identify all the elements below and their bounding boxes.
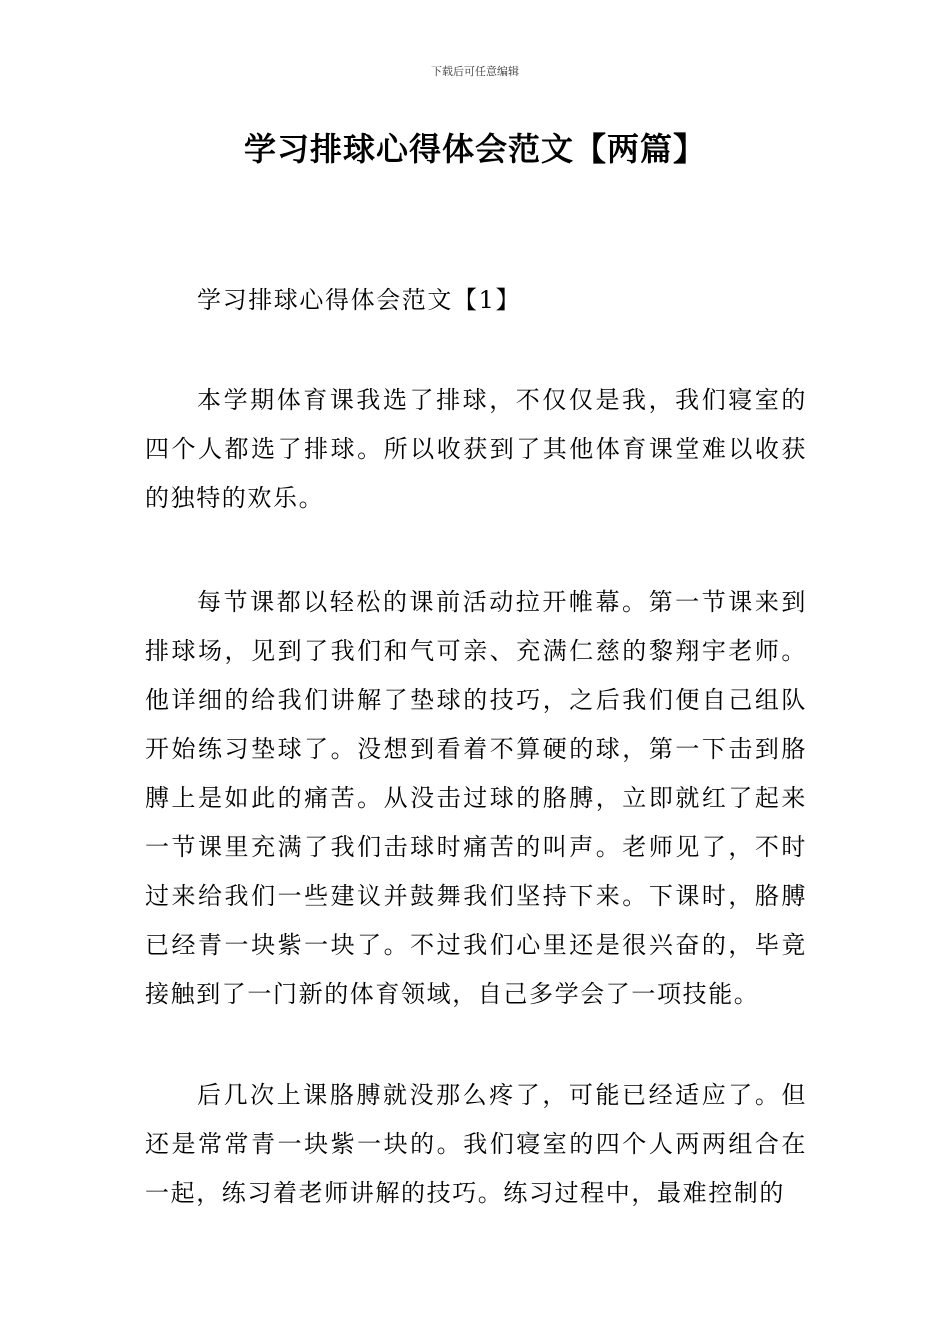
- paragraph-1: 本学期体育课我选了排球，不仅仅是我，我们寝室的四个人都选了排球。所以收获到了其他体育课堂难以收获的独特的欢乐。: [145, 386, 807, 512]
- document-title: 学习排球心得体会范文【两篇】: [243, 130, 706, 168]
- header-note: 下载后可任意编辑: [431, 65, 519, 78]
- section-subtitle: 学习排球心得体会范文【1】: [197, 286, 522, 314]
- paragraph-2: 每节课都以轻松的课前活动拉开帷幕。第一节课来到排球场，见到了我们和气可亲、充满仁慈的黎翔宇老师。他详细的给我们讲解了垫球的技巧，之后我们便自己组队开始练习垫球了。没想到看着不算硬的球，第一下击到胳膊上是如此的痛苦。从没击过球的胳膊，立即就红了起来一节课里充满了我们击球时痛苦的叫声。老师见了，不时过来给我们一些建议并鼓舞我们坚持下来。下课时，胳膊已经青一块紫一块了。不过我们心里还是很兴奋的，毕竟接触到了一门新的体育领域，自己多学会了一项技能。: [145, 588, 807, 1008]
- paragraph-3: 后几次上课胳膊就没那么疼了，可能已经适应了。但还是常常青一块紫一块的。我们寝室的四个人两两组合在一起，练习着老师讲解的技巧。练习过程中，最难控制的: [145, 1081, 807, 1207]
